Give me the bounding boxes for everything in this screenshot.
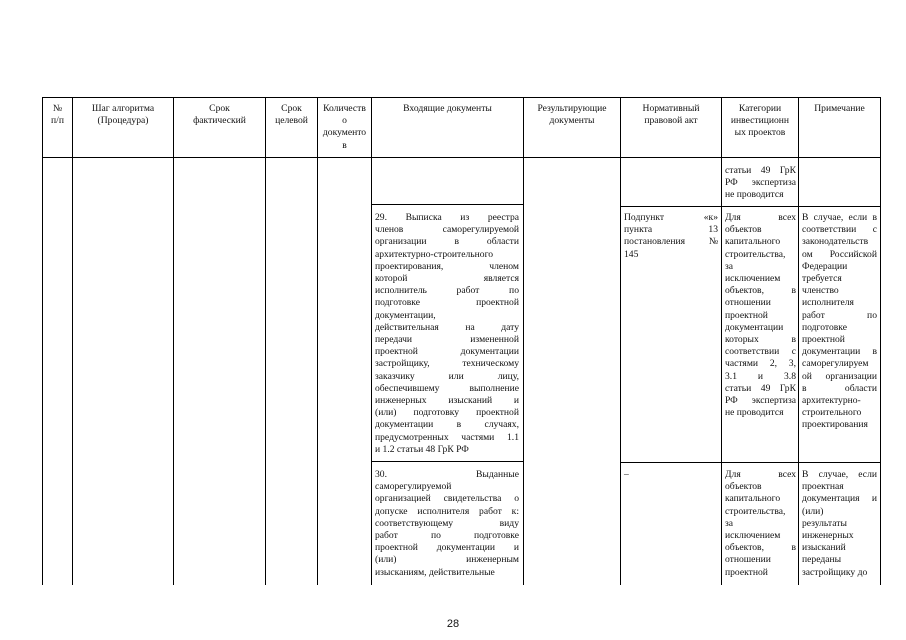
header-target-term-line: целевой: [275, 115, 308, 127]
header-incoming-docs-line: Входящие документы: [403, 103, 492, 114]
header-bottom-border: [42, 157, 880, 158]
table-top-border: [42, 97, 880, 98]
row29-incoming-line: (или) подготовку проектной: [375, 407, 519, 419]
header-actual-term: [174, 103, 265, 127]
row29-categories-line: документации: [725, 321, 784, 333]
header-num-line: №: [52, 103, 63, 114]
row29-categories-line: не проводится: [725, 407, 784, 419]
row30-note-line: застройщику до: [802, 566, 868, 578]
row29-normative-line: пункта 13: [624, 224, 718, 236]
row30-note-line: инженерных: [802, 530, 854, 542]
row29-categories-line: за: [725, 260, 734, 272]
row29-incoming-line: инженерных изысканий и: [375, 395, 519, 407]
row30-categories-line: отношении: [725, 554, 771, 566]
col-border-9: [798, 97, 799, 585]
cont-categories: [725, 165, 796, 202]
header-result-docs: [524, 103, 620, 127]
header-target-term: [266, 103, 317, 127]
header-actual-term-line: фактический: [193, 115, 246, 127]
row29-incoming-line: действительная на дату: [375, 321, 519, 333]
row30-categories-line: капитального: [725, 493, 781, 505]
row29-right-bottom: [620, 462, 880, 463]
col-border-4: [317, 97, 318, 585]
row29-note-line: документации в: [802, 346, 877, 358]
col-border-10: [880, 97, 881, 585]
col-border-0: [42, 97, 43, 585]
header-step-line: Шаг алгоритма: [91, 103, 155, 114]
row29-incoming-line: заказчику или лицу,: [375, 370, 519, 382]
header-normative-act-line: правовой акт: [644, 115, 698, 127]
header-incoming-docs: [372, 103, 523, 115]
col-border-6: [523, 97, 524, 585]
row30-note-line: проектная: [802, 481, 844, 493]
col-border-5: [371, 97, 372, 585]
header-categories-line: Категории: [738, 103, 782, 114]
row30-categories-line: за: [725, 517, 734, 529]
row29-note-line: ой организации: [802, 370, 877, 382]
row29-incoming: [375, 212, 519, 456]
row29-categories-line: статьи 49 ГрК: [725, 382, 796, 394]
row29-note-line: работ по: [802, 309, 877, 321]
header-note-line: Примечание: [814, 103, 865, 114]
row29-incoming-line: которой является: [375, 273, 519, 285]
row29-incoming-line: проектирования, членом: [375, 260, 519, 272]
row29-note-line: В случае, если в: [802, 212, 877, 223]
row30-normative: [624, 469, 718, 481]
row29-incoming-line: застройщику, техническому: [375, 358, 519, 370]
row29-categories-line: отношении: [725, 297, 771, 309]
col-border-7: [620, 97, 621, 585]
row29-categories-line: объектов, в: [725, 285, 796, 297]
row29-incoming-line: исполнитель работ по: [375, 285, 519, 297]
row29-categories-line: исключением: [725, 273, 781, 285]
row29-note-line: подготовке: [802, 321, 847, 333]
row29-note-line: Федерации: [802, 260, 848, 272]
row29-categories-line: Для всех: [725, 212, 796, 223]
row30-note-line: документация и: [802, 493, 877, 505]
row29-note-line: саморегулируем: [802, 358, 869, 370]
header-categories-line: инвестиционн: [730, 115, 790, 127]
header-step-line: (Процедура): [97, 115, 149, 127]
row29-incoming-line: подготовке проектной: [375, 297, 519, 309]
row30-categories-line: объектов: [725, 481, 762, 493]
header-categories: [722, 103, 798, 140]
row30-normative-line: –: [624, 469, 629, 480]
col-border-2: [173, 97, 174, 585]
row29-incoming-line: документации в случаях,: [375, 419, 519, 431]
header-target-term-line: Срок: [281, 103, 302, 114]
header-normative-act: [621, 103, 721, 127]
row30-incoming-line: изысканиям, действительные: [375, 566, 495, 578]
row29-note-line: исполнителя: [802, 297, 854, 309]
row29-categories-line: которых в: [725, 334, 796, 346]
header-categories-line: ых проектов: [734, 127, 786, 139]
header-step: [73, 103, 173, 127]
header-actual-term-line: Срок: [209, 103, 230, 114]
row29-categories-line: 3.1 и 3.8: [725, 370, 796, 382]
row30-note-line: результаты: [802, 517, 847, 529]
row29-normative: [624, 212, 718, 261]
row30-categories-line: Для всех: [725, 469, 796, 480]
row29-incoming-line: обеспечившему выполнение: [375, 382, 519, 394]
row30-incoming-line: 30. Выданные: [375, 469, 519, 480]
row29-incoming-line: предусмотренных частями 1.1: [375, 431, 519, 443]
header-document-count-line: документо: [322, 127, 367, 139]
row29-categories-line: капитального: [725, 236, 781, 248]
row29-incoming-line: 29. Выписка из реестра: [375, 212, 519, 223]
row30-incoming: [375, 469, 519, 579]
row29-normative-line: 145: [624, 248, 639, 260]
row30-incoming-line: проектной документации и: [375, 542, 519, 554]
row29-note-line: требуется: [802, 273, 842, 285]
header-document-count: [318, 103, 371, 152]
header-document-count-line: Количеств: [323, 103, 366, 114]
row29-note-line: в области: [802, 382, 877, 394]
row29-categories-line: объектов: [725, 224, 762, 236]
row30-categories-line: строительства,: [725, 505, 786, 517]
row29-note-line: архитектурно-: [802, 395, 861, 407]
col-border-1: [72, 97, 73, 585]
row29-note-line: членство: [802, 285, 839, 297]
row29-note-line: соответствии с: [802, 224, 877, 236]
row30-incoming-line: (или) инженерным: [375, 554, 519, 566]
row29-categories-line: строительства,: [725, 248, 786, 260]
header-num: [43, 103, 72, 127]
header-result-docs-line: Результирующие: [537, 103, 607, 114]
row29-categories-line: РФ экспертиза: [725, 395, 796, 407]
row29-incoming-line: документации,: [375, 309, 436, 321]
row30-note-line: (или): [802, 505, 824, 517]
cont-categories-line: РФ экспертиза: [725, 177, 796, 189]
row30-note-line: переданы: [802, 554, 842, 566]
header-document-count-line: о: [342, 115, 347, 127]
row29-incoming-line: членов саморегулируемой: [375, 224, 519, 236]
row30-incoming-line: соответствующему виду: [375, 517, 519, 529]
row30-categories: [725, 469, 796, 579]
row30-incoming-line: допуске исполнителя работ к:: [375, 505, 519, 517]
row29-note-line: строительного: [802, 407, 862, 419]
header-num-line: п/п: [51, 115, 64, 127]
row29-note-line: проектной: [802, 334, 845, 346]
row29-categories-line: соответствии с: [725, 346, 796, 358]
header-document-count-line: в: [342, 139, 347, 151]
row29-incoming-line: архитектурно-строительного: [375, 248, 494, 260]
row29-categories: [725, 212, 796, 419]
header-result-docs-line: документы: [549, 115, 595, 127]
row29-normative-line: постановления №: [624, 236, 718, 248]
cont-categories-line: не проводится: [725, 189, 784, 201]
header-normative-act-line: Нормативный: [642, 103, 700, 114]
row30-incoming-line: саморегулируемой: [375, 481, 452, 493]
row30-categories-line: объектов, в: [725, 542, 796, 554]
row29-incoming-line: проектной документации: [375, 346, 519, 358]
row29-incoming-line: организации в области: [375, 236, 519, 248]
row29-categories-line: частями 2, 3,: [725, 358, 796, 370]
cont-right-bottom: [620, 206, 880, 207]
col-border-3: [265, 97, 266, 585]
row29-note: [802, 212, 877, 432]
row30-note-line: изысканий: [802, 542, 846, 554]
row30-note-line: В случае, если: [802, 469, 877, 480]
row30-incoming-line: работ по подготовке: [375, 530, 519, 542]
cont-categories-line: статьи 49 ГрК: [725, 165, 796, 176]
row29-incoming-bottom: [371, 461, 523, 462]
row30-categories-line: исключением: [725, 530, 781, 542]
row29-note-line: законодательств: [802, 236, 869, 248]
row30-categories-line: проектной: [725, 566, 768, 578]
row29-incoming-line: передачи измененной: [375, 334, 519, 346]
col-border-8: [721, 97, 722, 585]
row29-normative-line: Подпункт «к»: [624, 212, 718, 223]
row30-incoming-line: организацией свидетельства о: [375, 493, 519, 505]
row30-note: [802, 469, 877, 579]
row29-note-line: проектирования: [802, 419, 868, 431]
row29-note-line: ом Российской: [802, 248, 877, 260]
cont-incoming-bottom: [371, 204, 523, 205]
header-note: [799, 103, 880, 115]
row29-categories-line: проектной: [725, 309, 768, 321]
row29-incoming-line: и 1.2 статьи 48 ГрК РФ: [375, 443, 469, 455]
page-number: 28: [446, 618, 460, 630]
